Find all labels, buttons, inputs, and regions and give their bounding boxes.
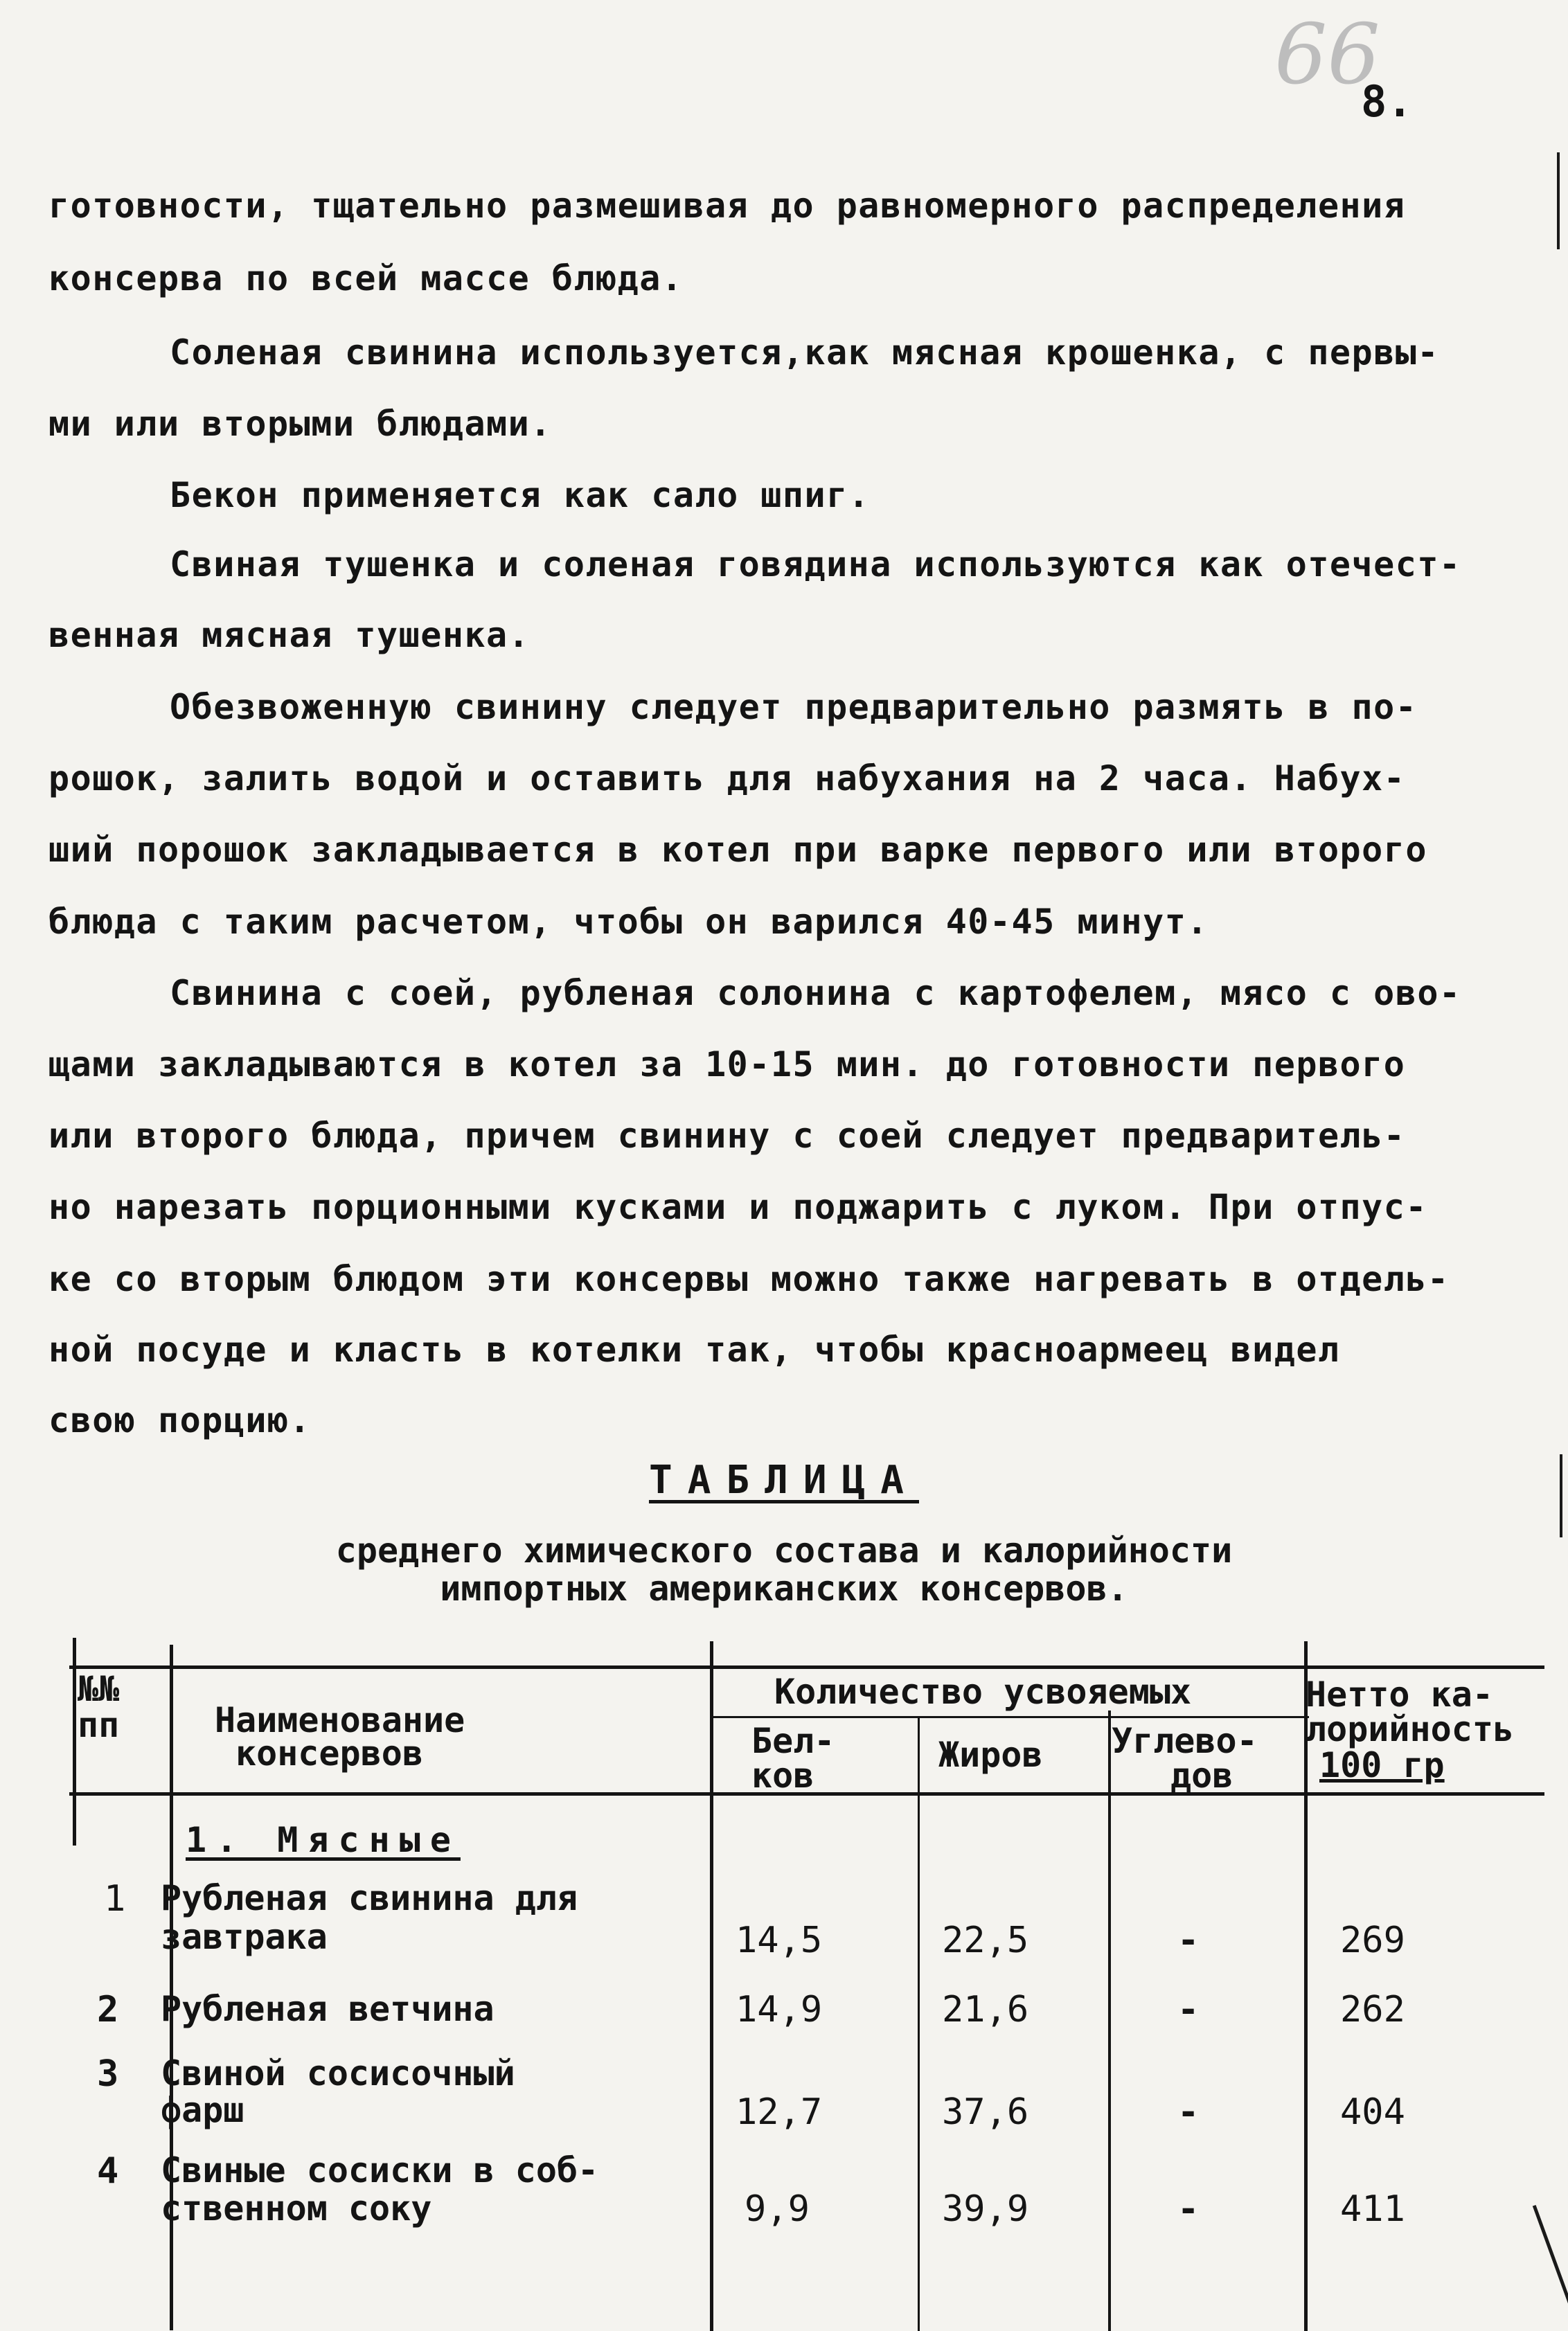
- row-number: 2: [97, 1989, 119, 2030]
- row-fats: 37,6: [942, 2091, 1029, 2133]
- body-line: Бекон применяется как сало шпиг.: [170, 475, 871, 515]
- row-fats: 39,9: [942, 2188, 1029, 2230]
- header-name-bottom: консервов: [235, 1733, 423, 1774]
- row-fats: 22,5: [942, 1920, 1029, 1961]
- row-number: 1: [104, 1878, 126, 1920]
- header-carbs-top: Углево-: [1112, 1721, 1258, 1761]
- body-line: свою порцию.: [48, 1400, 312, 1440]
- body-line: ший порошок закладывается в котел при варке первого или второго: [48, 830, 1427, 870]
- header-proteins-top: Бел-: [751, 1721, 835, 1761]
- body-line: ми или вторыми блюдами.: [48, 404, 552, 444]
- header-group: Количество усвояемых: [774, 1672, 1192, 1712]
- table-top-rule: [69, 1665, 1544, 1669]
- row-carbs: -: [1177, 2188, 1200, 2230]
- row-name-line2: ственном соку: [161, 2188, 432, 2229]
- header-proteins-bottom: ков: [751, 1756, 814, 1796]
- row-name-line1: Свиные сосиски в соб-: [161, 2150, 599, 2190]
- body-line: Обезвоженную свинину следует предварительно размять в по-: [170, 687, 1418, 727]
- table-subtitle-line: среднего химического состава и калорийности: [335, 1530, 1233, 1571]
- row-fats: 21,6: [942, 1989, 1029, 2030]
- body-line: ке со вторым блюдом эти консервы можно также нагревать в отдель-: [48, 1259, 1450, 1299]
- row-name-line2: фарш: [161, 2090, 244, 2130]
- header-name-top: Наименование: [215, 1700, 465, 1740]
- row-carbs: -: [1177, 2091, 1200, 2133]
- section-heading: 1. Мясные: [186, 1820, 461, 1860]
- body-line: ной посуде и класть в котелки так, чтобы красноармеец видел: [48, 1330, 1340, 1370]
- table-column-rule: [73, 1638, 76, 1846]
- table-title: ТАБЛИЦА: [648, 1458, 919, 1503]
- row-calories: 262: [1340, 1989, 1405, 2030]
- row-calories: 269: [1340, 1920, 1405, 1961]
- header-fats: Жиров: [938, 1735, 1043, 1775]
- table-subheader-rule: [713, 1716, 1309, 1718]
- body-line: консерва по всей массе блюда.: [48, 258, 684, 298]
- body-line: щами закладываются в котел за 10-15 мин. до готовности первого: [48, 1044, 1406, 1084]
- header-number-top: №№: [78, 1669, 120, 1709]
- row-carbs: -: [1177, 1989, 1200, 2030]
- body-line: или второго блюда, причем свинину с соей следует предваритель-: [48, 1116, 1406, 1156]
- body-line: готовности, тщательно размешивая до равномерного распределения: [48, 186, 1406, 226]
- header-number-bottom: пп: [78, 1705, 120, 1745]
- body-line: блюда с таким расчетом, чтобы он варился 40-45 минут.: [48, 902, 1209, 942]
- row-name-line1: Рубленая ветчина: [161, 1989, 495, 2029]
- header-calories-line2: лорийность: [1306, 1709, 1515, 1749]
- body-line: Соленая свинина используется,как мясная крошенка, с первы-: [170, 332, 1439, 373]
- row-proteins: 9,9: [745, 2188, 810, 2230]
- body-line: рошок, залить водой и оставить для набухания на 2 часа. Набух-: [48, 758, 1406, 798]
- table-column-rule: [710, 1641, 713, 2331]
- row-number: 4: [97, 2150, 119, 2192]
- header-calories-line1: Нетто ка-: [1306, 1674, 1493, 1715]
- scan-edge-mark: [1557, 152, 1560, 249]
- table-column-rule: [918, 1717, 920, 2331]
- row-proteins: 14,9: [736, 1989, 823, 2030]
- body-line: но нарезать порционными кусками и поджарить с луком. При отпус-: [48, 1187, 1427, 1227]
- archive-folio-mark: 66: [1274, 7, 1380, 103]
- body-line: Свиная тушенка и соленая говядина используются как отечест-: [170, 544, 1461, 584]
- header-carbs-bottom: дов: [1170, 1756, 1233, 1796]
- row-calories: 404: [1340, 2091, 1405, 2133]
- body-line: Свинина с соей, рубленая солонина с картофелем, мясо с ово-: [170, 973, 1461, 1013]
- header-calories-line3: 100 гр: [1319, 1745, 1445, 1785]
- row-calories: 411: [1340, 2188, 1405, 2230]
- body-line: венная мясная тушенка.: [48, 615, 531, 655]
- row-proteins: 14,5: [736, 1920, 823, 1961]
- table-column-rule: [1108, 1711, 1111, 2331]
- row-name-line2: завтрака: [161, 1917, 328, 1957]
- table-subtitle-line: импортных американских консервов.: [440, 1569, 1128, 1609]
- row-carbs: -: [1177, 1920, 1200, 1961]
- scan-edge-mark: [1560, 1454, 1562, 1537]
- row-name-line1: Свиной сосисочный: [161, 2053, 515, 2093]
- row-proteins: 12,7: [736, 2091, 823, 2133]
- page-number: 8.: [1361, 76, 1413, 127]
- row-number: 3: [97, 2053, 119, 2095]
- row-name-line1: Рубленая свинина для: [161, 1878, 578, 1918]
